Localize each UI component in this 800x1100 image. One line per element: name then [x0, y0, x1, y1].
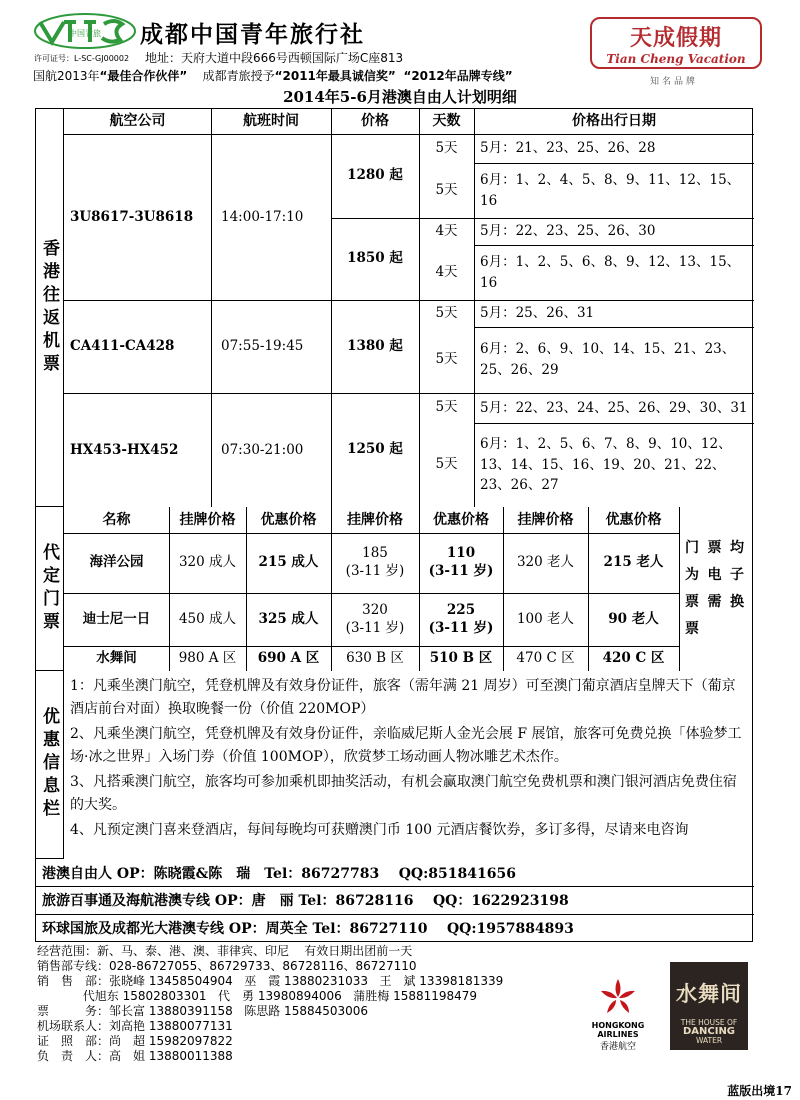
tickets-header-sale-price: 优惠价格	[260, 511, 317, 528]
company-address: 地址：天府大道中段666号西顿国际广场C座813	[145, 51, 404, 65]
svg-text:中国青旅: 中国青旅	[69, 29, 101, 38]
footer-line: 销 售 部：张晓峰 13458504904 巫 霞 13880231033 王 斌 13398181339	[37, 974, 504, 988]
footer-line: 经营范围：新、马、泰、港、澳、菲律宾、印尼 有效日期出团前一天	[37, 944, 413, 958]
brand-en: Tian Cheng Vacation	[606, 52, 746, 66]
ticket-cell: 980 A 区	[178, 649, 237, 666]
flight-airline: CA411-CA428	[70, 338, 175, 355]
show-en: THE HOUSE OF DANCING WATER	[680, 1018, 738, 1045]
page-label: 蓝版出境17	[727, 1084, 792, 1098]
tickets-header-list-price: 挂牌价格	[347, 511, 403, 528]
brand-logo	[590, 17, 762, 69]
flight-dates: 6月：1、2、5、6、7、8、9、10、12、13、14、15、16、19、20、21、22、23、26、27	[480, 435, 732, 494]
tickets-section-label: 代定门票	[36, 507, 64, 671]
show-cn: 水舞间	[676, 981, 742, 1006]
flight-price: 1850 起	[347, 250, 403, 267]
award-prefix: 国航2013年	[33, 69, 100, 83]
flight-price: 1250 起	[347, 441, 403, 458]
footer-line: 票 务：邹长富 13880391158 陈思路 15884503006	[37, 1004, 369, 1018]
flights-header-airline: 航空公司	[109, 113, 166, 130]
flight-dates: 5月：21、23、25、26、28	[480, 140, 656, 157]
plan-table	[35, 108, 753, 942]
footer-line: 证 照 部：尚 超 15982097822	[37, 1034, 233, 1048]
footer-contacts	[37, 944, 503, 1064]
offers-section-label: 优惠信息栏	[36, 671, 64, 859]
flight-days: 5天	[435, 456, 458, 473]
flight-dates: 5月：25、26、31	[480, 305, 595, 322]
ticket-cell: 690 A 区	[257, 649, 320, 666]
footer-line: 代旭东 15802803301 代 勇 13980894006 蒲胜梅 15881198479	[37, 989, 478, 1003]
tickets-header-sale-price: 优惠价格	[605, 511, 662, 528]
ticket-cell: 510 B 区	[429, 649, 493, 666]
ticket-cell: 325 成人	[258, 610, 319, 627]
ticket-cell: 470 C 区	[516, 649, 575, 666]
ticket-cell: 185 (3-11 岁)	[345, 545, 405, 579]
award-2: “2011年最具诚信奖”	[274, 69, 396, 83]
bauhinia-icon	[595, 975, 641, 1021]
tickets-header-list-price: 挂牌价格	[517, 511, 574, 528]
tickets-note: 门票均为电子票需换票	[685, 540, 748, 637]
brand-cn: 天成假期	[629, 25, 722, 51]
ticket-cell: 630 B 区	[346, 649, 404, 666]
award-mid: 成都青旅授予	[202, 69, 275, 83]
flight-days: 4天	[435, 222, 458, 239]
flight-airline: HX453-HX452	[70, 441, 179, 458]
flights-header-price: 价格	[361, 113, 389, 130]
ticket-cell: 320 (3-11 岁)	[345, 601, 405, 636]
flight-days: 4天	[435, 263, 458, 280]
flight-time: 07:55-19:45	[221, 338, 304, 355]
cyts-logo	[34, 12, 136, 50]
flight-airline: 3U8617-3U8618	[70, 208, 194, 225]
offer-item: 3、凡搭乘澳门航空，旅客均可参加乘机即抽奖活动，有机会赢取澳门航空免费机票和澳门银河酒店免费住宿的大奖。	[70, 774, 737, 813]
company-name: 成都中国青年旅行社	[140, 22, 365, 48]
tickets-header-name: 名称	[102, 511, 131, 528]
flight-dates: 6月：2、6、9、10、14、15、21、23、25、26、29	[480, 341, 736, 378]
contact-row: 港澳自由人 OP：陈晓霞&陈 瑞 Tel：86727783 QQ:851841656	[42, 866, 516, 882]
ticket-cell: 320 成人	[178, 554, 237, 571]
hongkong-airlines-logo	[578, 975, 658, 1052]
flight-days: 5天	[435, 351, 458, 368]
page-title: 2014年5-6月港澳自由人计划明细	[283, 88, 517, 106]
flight-dates: 5月：22、23、24、25、26、29、30、31	[480, 399, 748, 416]
offer-item: 2、凡乘坐澳门航空，凭登机牌及有效身份证件，亲临威尼斯人金光会展 F 展馆，旅客可免费兑换「体验梦工场·冰之世界」入场门券（价值 100MOP），欣赏梦工场动画人物冰雕艺术杰作。	[70, 726, 742, 765]
ticket-name: 海洋公园	[89, 554, 144, 571]
license-number: 许可证号：L-SC-GJ00002	[34, 54, 130, 63]
offers-list	[70, 675, 748, 842]
footer-line: 销售部专线：028-86727055、86729733、86728116、86727110	[37, 959, 417, 973]
flight-time: 14:00-17:10	[221, 208, 304, 225]
offer-item: 1：凡乘坐澳门航空，凭登机牌及有效身份证件，旅客（需年满 21 周岁）可至澳门葡京酒店皇牌天下（葡京酒店前台对面）换取晚餐一份（价值 220MOP）	[70, 678, 736, 717]
tickets-header-list-price: 挂牌价格	[179, 511, 236, 528]
award-3: “2012年品牌专线”	[403, 69, 513, 83]
flight-price: 1280 起	[347, 167, 403, 184]
flight-dates: 6月：1、2、5、6、8、9、12、13、15、16	[480, 253, 741, 291]
tickets-header-sale-price: 优惠价格	[433, 511, 489, 528]
airline-en: HONGKONG AIRLINES	[591, 1021, 645, 1039]
brand-tag: 知名品牌	[650, 77, 699, 87]
flights-section-label: 香港往返机票	[36, 109, 64, 507]
awards-line	[33, 67, 513, 84]
flights-header-days: 天数	[432, 113, 461, 130]
footer-line: 负 责 人：高 姐 13880011388	[37, 1049, 233, 1063]
flight-days: 5天	[435, 181, 458, 198]
flight-price: 1380 起	[347, 337, 403, 354]
flights-header-dates: 价格出行日期	[572, 113, 656, 130]
flight-days: 5天	[435, 399, 458, 416]
ticket-cell: 450 成人	[178, 610, 237, 627]
contact-row: 旅游百事通及海航港澳专线 OP：唐 丽 Tel：86728116 QQ：1622923198	[42, 893, 569, 909]
ticket-cell: 110 (3-11 岁)	[428, 545, 494, 579]
ticket-cell: 215 老人	[603, 554, 664, 571]
flight-time: 07:30-21:00	[221, 441, 304, 458]
flights-header-time: 航班时间	[243, 113, 299, 130]
ticket-cell: 420 C 区	[602, 649, 665, 666]
ticket-name: 水舞间	[96, 649, 137, 666]
ticket-cell: 100 老人	[516, 610, 575, 627]
flight-dates: 5月：22、23、25、26、30	[480, 223, 656, 240]
flight-dates: 6月：1、2、4、5、8、9、11、12、15、16	[480, 171, 741, 209]
flight-days: 5天	[435, 304, 458, 321]
page-header	[0, 0, 800, 108]
award-1: “最佳合作伙伴”	[99, 69, 188, 83]
ticket-cell: 320 老人	[516, 554, 575, 571]
flight-days: 5天	[435, 139, 458, 156]
airline-cn: 香港航空	[599, 1042, 636, 1052]
offer-item: 4、凡预定澳门喜来登酒店，每间每晚均可获赠澳门币 100 元酒店餐饮券，多订多得，尽请来电咨询	[70, 822, 689, 838]
ticket-cell: 215 成人	[258, 554, 319, 571]
contact-row: 环球国旅及成都光大港澳专线 OP：周英全 Tel：86727110 QQ:1957884893	[42, 921, 574, 937]
ticket-name: 迪士尼一日	[82, 610, 151, 627]
dancing-water-logo	[670, 962, 748, 1050]
footer-line: 机场联系人：刘高艳 13880077131	[37, 1019, 233, 1033]
ticket-cell: 225 (3-11 岁)	[428, 601, 494, 636]
ticket-cell: 90 老人	[608, 610, 659, 627]
